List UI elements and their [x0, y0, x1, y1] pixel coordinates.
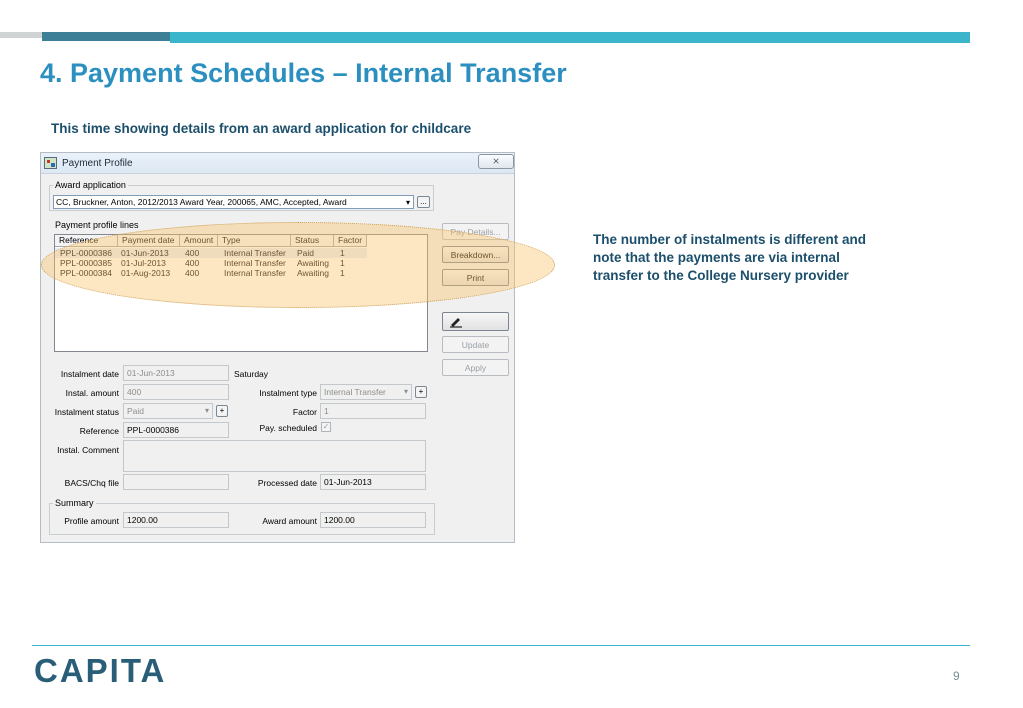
instal-amount-label: Instal. amount — [65, 388, 119, 398]
profile-amount-label: Profile amount — [64, 516, 119, 526]
factor-label: Factor — [292, 407, 317, 417]
chevron-down-icon: ▾ — [204, 406, 209, 415]
app-icon — [44, 157, 57, 169]
pay-scheduled-checkbox[interactable]: ✓ — [322, 422, 330, 431]
breakdown-button[interactable]: Breakdown... — [442, 246, 509, 263]
award-amount-field[interactable]: 1200.00 — [320, 512, 426, 528]
bacs-field[interactable] — [123, 474, 229, 490]
cell-amount: 400 — [185, 268, 200, 278]
cell-type: Internal Transfer — [224, 248, 286, 258]
top-bar-dark — [42, 32, 170, 41]
col-status[interactable]: Status — [291, 235, 334, 247]
slide-subtitle: This time showing details from an award application for childcare — [51, 121, 472, 136]
table-row[interactable] — [55, 258, 367, 268]
print-button[interactable]: Print — [442, 269, 509, 286]
page-number: 9 — [953, 669, 960, 683]
apply-button[interactable]: Apply — [442, 359, 509, 376]
reference-label: Reference — [79, 426, 119, 436]
cell-amount: 400 — [185, 248, 200, 258]
dialog-title: Payment Profile — [62, 158, 133, 169]
instalment-type-label: Instalment type — [259, 388, 317, 398]
instalment-status-value: Paid — [127, 406, 145, 416]
cell-type: Internal Transfer — [224, 258, 286, 268]
table-row[interactable] — [55, 268, 367, 278]
capita-logo: CAPITA — [34, 652, 167, 689]
instal-amount-field[interactable]: 400 — [123, 384, 229, 400]
pay-details-button[interactable]: Pay Details... — [442, 223, 509, 240]
award-application-label: Award application — [55, 180, 126, 190]
cell-status: Paid — [297, 248, 315, 258]
chevron-down-icon: ▾ — [405, 198, 410, 207]
instalment-type-value: Internal Transfer — [324, 387, 386, 397]
col-type[interactable]: Type — [218, 235, 291, 247]
slide-title: 4. Payment Schedules – Internal Transfer — [40, 58, 567, 88]
profile-lines-label: Payment profile lines — [55, 220, 139, 230]
cell-status: Awaiting — [297, 268, 329, 278]
pen-icon — [449, 316, 463, 328]
cell-payment-date: 01-Jun-2013 — [121, 248, 169, 258]
col-factor[interactable]: Factor — [334, 235, 367, 247]
edit-button[interactable] — [442, 312, 509, 331]
instalment-type-add-button[interactable]: + — [415, 386, 427, 398]
cell-factor: 1 — [340, 258, 345, 268]
pay-scheduled-label: Pay. scheduled — [259, 423, 317, 433]
instalment-status-label: Instalment status — [54, 407, 119, 417]
bacs-label: BACS/Chq file — [64, 478, 119, 488]
cell-type: Internal Transfer — [224, 268, 286, 278]
cell-reference: PPL-0000385 — [60, 258, 112, 268]
award-application-value: CC, Bruckner, Anton, 2012/2013 Award Year, 200065, AMC, Accepted, Award — [56, 197, 347, 207]
cell-factor: 1 — [340, 268, 345, 278]
update-button[interactable]: Update — [442, 336, 509, 353]
dialog-titlebar — [41, 153, 514, 174]
cell-reference: PPL-0000384 — [60, 268, 112, 278]
table-row[interactable] — [55, 248, 367, 258]
cell-status: Awaiting — [297, 258, 329, 268]
chevron-down-icon: ▾ — [403, 387, 408, 396]
cell-payment-date: 01-Aug-2013 — [121, 268, 171, 278]
col-amount[interactable]: Amount — [180, 235, 218, 247]
instalment-status-add-button[interactable]: + — [216, 405, 228, 417]
cell-factor: 1 — [340, 248, 345, 258]
comment-field[interactable] — [123, 440, 426, 472]
processed-date-field[interactable]: 01-Jun-2013 — [320, 474, 426, 490]
col-reference[interactable]: Reference — [55, 235, 118, 247]
processed-date-label: Processed date — [257, 478, 317, 488]
profile-lines-list[interactable] — [54, 234, 428, 352]
cell-payment-date: 01-Jul-2013 — [121, 258, 166, 268]
top-bar-gray — [0, 32, 42, 38]
instalment-status-select[interactable] — [123, 403, 213, 419]
award-application-select[interactable] — [53, 195, 414, 209]
award-lookup-button[interactable]: ... — [417, 196, 430, 208]
cell-amount: 400 — [185, 258, 200, 268]
slide-note: The number of instalments is different and note that the payments are via internal transfer to the College Nursery provider — [593, 232, 867, 283]
instalment-type-select[interactable] — [320, 384, 412, 400]
footer-divider — [32, 645, 970, 646]
col-payment-date[interactable]: Payment date — [118, 235, 180, 247]
reference-field[interactable]: PPL-0000386 — [123, 422, 229, 438]
payment-profile-dialog — [40, 152, 515, 543]
comment-label: Instal. Comment — [57, 445, 119, 455]
cell-reference: PPL-0000386 — [60, 248, 112, 258]
profile-amount-field[interactable]: 1200.00 — [123, 512, 229, 528]
summary-label: Summary — [55, 498, 94, 508]
weekday-label: Saturday — [234, 369, 269, 379]
close-button[interactable] — [478, 154, 514, 169]
close-icon: ⨯ — [492, 156, 500, 166]
instalment-date-label: Instalment date — [60, 369, 119, 379]
top-bar-blue — [170, 32, 970, 43]
factor-field[interactable]: 1 — [320, 403, 426, 419]
award-amount-label: Award amount — [262, 516, 317, 526]
instalment-date-field[interactable]: 01-Jun-2013 — [123, 365, 229, 381]
